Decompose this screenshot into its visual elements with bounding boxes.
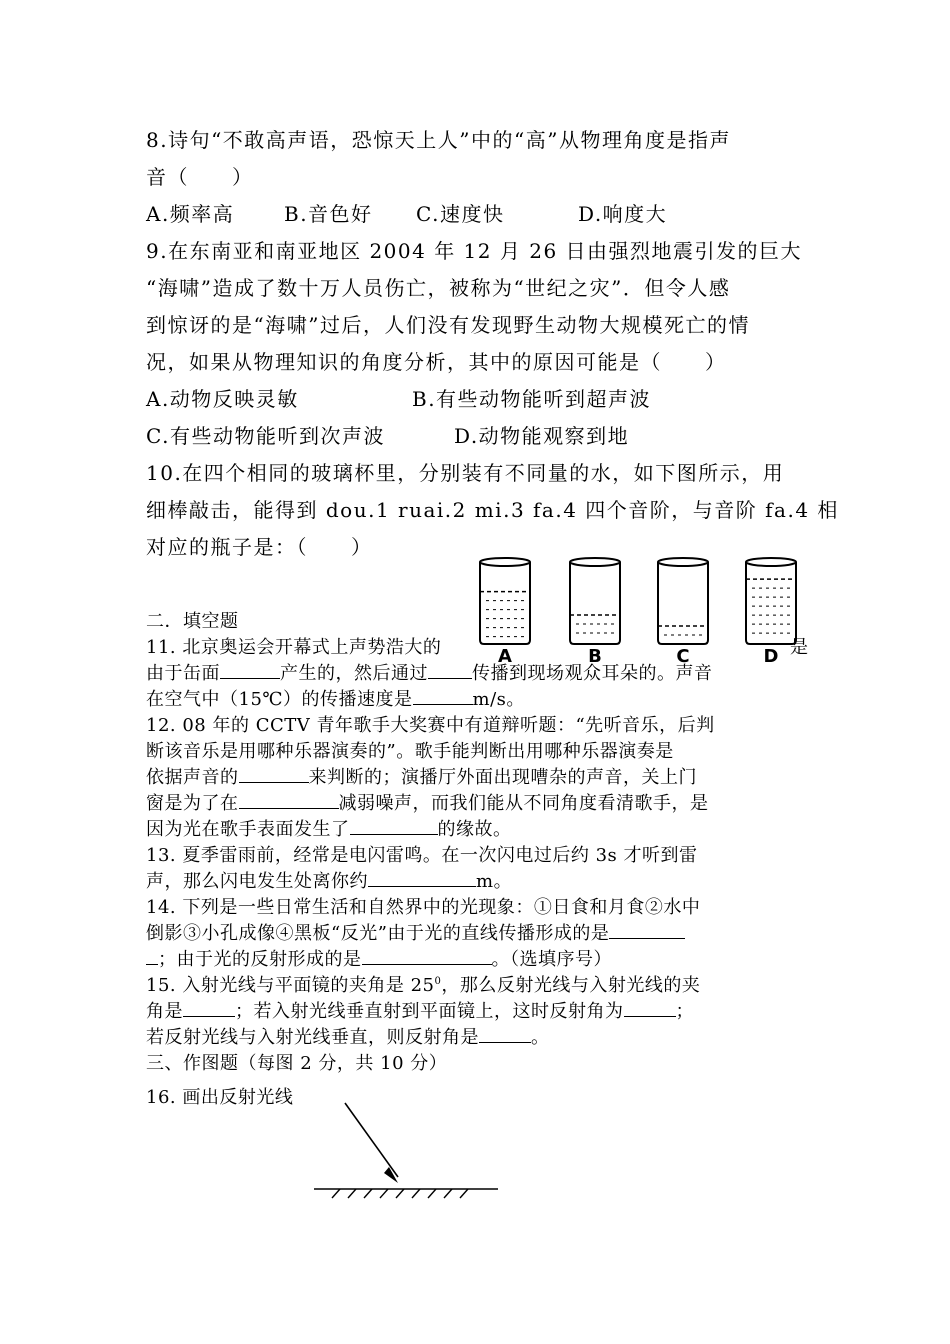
- q8-option-d: D.响度大: [578, 202, 668, 226]
- q8-option-b: B.音色好: [284, 202, 373, 226]
- q15-line2-part3: ；: [675, 1001, 694, 1022]
- glass-label: B: [588, 646, 602, 667]
- q8-stem-line2: 音（ ）: [146, 165, 254, 189]
- glass-cup-a: [480, 558, 530, 667]
- q9-options-row2: [146, 420, 629, 449]
- q16-line1: 16. 画出反射光线: [146, 1087, 294, 1108]
- q13-blank-1: [368, 868, 476, 887]
- q12-line4-part1: 窗是为了在: [146, 793, 239, 814]
- q14-blank-1: [609, 920, 685, 939]
- q14-blank-1-cont: [146, 946, 158, 965]
- q11-line3-part2: m/s。: [472, 689, 525, 710]
- q15-line2-part2: ；若入射光线垂直射到平面镜上，这时反射角为: [235, 1001, 624, 1022]
- q11-line1-text: 11. 北京奥运会开幕式上声势浩大的: [146, 637, 442, 658]
- q14-line3-part2: 。（选填序号）: [491, 949, 612, 970]
- q11-blank-3: [413, 686, 473, 705]
- q12-line4-part2: 减弱噪声，而我们能从不同角度看清歌手，是: [338, 793, 709, 814]
- q11-line3: [146, 685, 525, 711]
- incident-ray: [345, 1103, 398, 1177]
- q10-stem-line1: 10.在四个相同的玻璃杯里，分别装有不同量的水，如下图所示，用: [146, 461, 785, 485]
- q15-line3-part1: 若反射光线与入射光线垂直，则反射角是: [146, 1027, 479, 1048]
- q11-line1-end: 是: [790, 637, 809, 658]
- q15-line1: [146, 971, 700, 997]
- q14-line3: [146, 945, 612, 971]
- q12-line3-part1: 依据声音的: [146, 767, 239, 788]
- q8-options: [146, 198, 667, 227]
- q13-line2: [146, 867, 512, 893]
- glass-cup-d: [746, 558, 796, 667]
- mirror-hatching: [332, 1189, 468, 1198]
- q11-line2-part1: 由于缶面: [146, 663, 220, 684]
- q14-line2: [146, 919, 685, 945]
- q16-mirror-diagram: [310, 1095, 510, 1205]
- q9-option-c: C.有些动物能听到次声波: [146, 424, 385, 448]
- q11-line2-part3: 传播到现场观众耳朵的。声音: [472, 663, 713, 684]
- q9-option-a: A.动物反映灵敏: [146, 387, 299, 411]
- q14-line1: 14. 下列是一些日常生活和自然界中的光现象：①日食和月食②水中: [146, 897, 701, 918]
- q9-stem-line4: 况，如果从物理知识的角度分析，其中的原因可能是（ ）: [146, 350, 727, 374]
- q11-blank-2: [428, 660, 472, 679]
- glass-cup-b: [570, 558, 620, 667]
- q15-line1-part2: ，那么反射光线与入射光线的夹: [441, 975, 701, 996]
- q12-blank-2: [239, 790, 339, 809]
- glass-label: D: [763, 646, 779, 667]
- q11-line3-part1: 在空气中（15℃）的传播速度是: [146, 689, 413, 710]
- q10-stem-line3: 对应的瓶子是：（ ）: [146, 535, 373, 559]
- q12-line1: 12. 08 年的 CCTV 青年歌手大奖赛中有道辩听题：“先听音乐，后判: [146, 715, 715, 736]
- q12-line3: [146, 763, 697, 789]
- q15-line3: [146, 1023, 550, 1049]
- q9-stem-line3: 到惊讶的是“海啸”过后，人们没有发现野生动物大规模死亡的情: [146, 313, 750, 337]
- glass-label: C: [676, 646, 690, 667]
- q12-blank-3: [350, 816, 438, 835]
- q10-stem-line2: 细棒敲击，能得到 dou.1 ruai.2 mi.3 fa.4 四个音阶，与音阶 fa.4 相: [146, 498, 839, 522]
- q9-stem-line2: “海啸”造成了数十万人员伤亡，被称为“世纪之灾”．但令人感: [146, 276, 731, 300]
- q13-line2-part1: 声，那么闪电发生处离你约: [146, 871, 368, 892]
- q12-line4: [146, 789, 709, 815]
- q15-blank-3: [479, 1024, 531, 1043]
- q15-blank-1: [183, 998, 235, 1017]
- q8-stem-line1: 8.诗句“不敢高声语，恐惊天上人”中的“高”从物理角度是指声: [146, 128, 731, 152]
- q9-stem-line1: 9.在东南亚和南亚地区 2004 年 12 月 26 日由强烈地震引发的巨大: [146, 239, 803, 263]
- q15-line2-part1: 角是: [146, 1001, 183, 1022]
- q14-line3-part1: ；由于光的反射形成的是: [158, 949, 362, 970]
- q12-line5-part2: 的缘故。: [437, 819, 512, 840]
- q9-option-d: D.动物能观察到地: [454, 424, 630, 448]
- q14-blank-2: [362, 946, 492, 965]
- q8-option-c: C.速度快: [416, 202, 505, 226]
- section3-title: 三、作图题（每图 2 分，共 10 分）: [146, 1053, 448, 1074]
- q11-blank-1: [220, 660, 280, 679]
- q15-line1-part1: 15. 入射光线与平面镜的夹角是 25: [146, 975, 435, 996]
- q14-line2-part1: 倒影③小孔成像④黑板“反光”由于光的直线传播形成的是: [146, 923, 610, 944]
- q15-line3-part2: 。: [531, 1027, 550, 1048]
- q12-line2: 断该音乐是用哪种乐器演奏的”。歌手能判断出用哪种乐器演奏是: [146, 741, 674, 762]
- q15-blank-2: [624, 998, 676, 1017]
- q10-glasses-figure: [470, 552, 810, 667]
- glass-label: A: [498, 646, 512, 667]
- q15-line2: [146, 997, 694, 1023]
- q12-line3-part2: 来判断的；演播厅外面出现嘈杂的声音，关上门: [308, 767, 697, 788]
- q11-line1: [146, 633, 441, 659]
- q12-line5-part1: 因为光在歌手表面发生了: [146, 819, 350, 840]
- q13-line2-part2: m。: [476, 871, 513, 892]
- q8-option-a: A.频率高: [146, 202, 235, 226]
- q9-option-b: B.有些动物能听到超声波: [412, 387, 652, 411]
- q9-options-row1: [146, 383, 651, 412]
- q11-line2-part2: 产生的，然后通过: [280, 663, 428, 684]
- glass-cup-c: [658, 558, 708, 667]
- q15-degree-sup: 0: [434, 976, 442, 987]
- q12-blank-1: [239, 764, 309, 783]
- q12-line5: [146, 815, 512, 841]
- section2-title: 二．填空题: [146, 611, 239, 632]
- q13-line1: 13. 夏季雷雨前，经常是电闪雷鸣。在一次闪电过后约 3s 才听到雷: [146, 845, 698, 866]
